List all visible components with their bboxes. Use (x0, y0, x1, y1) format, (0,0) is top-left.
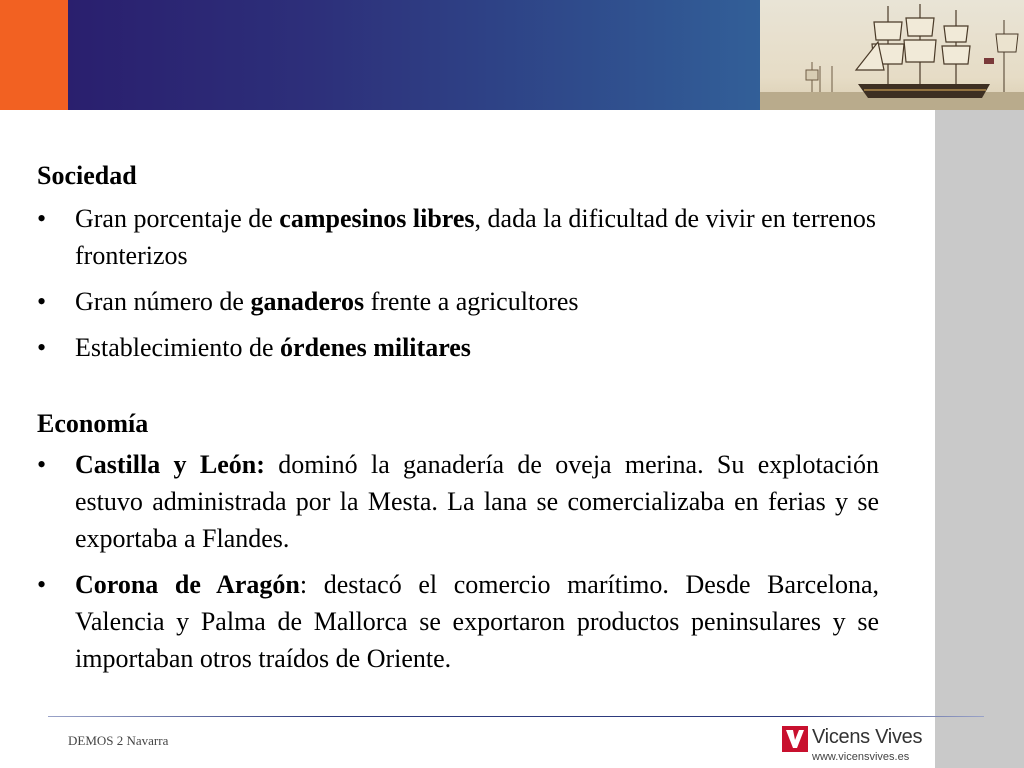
brand-url: www.vicensvives.es (812, 751, 910, 763)
header-gradient-band (68, 0, 760, 110)
bullet-icon: • (37, 287, 47, 316)
slide-content (37, 158, 879, 686)
list-item: • Gran porcentaje de campesinos libres, dada la dificultad de vivir en terrenos fronterizos (37, 200, 879, 274)
heading-sociedad: Sociedad (37, 161, 137, 190)
brand-name: Vicens Vives (812, 726, 923, 748)
bullet-icon: • (37, 570, 47, 599)
economia-list (37, 446, 879, 677)
footer-divider (48, 716, 984, 717)
vicens-vives-logo[interactable] (782, 726, 932, 766)
bullet-icon: • (37, 204, 47, 233)
footer-publication-label: DEMOS 2 Navarra (68, 733, 169, 748)
header-banner (0, 0, 1024, 110)
list-item: • Establecimiento de órdenes militares (37, 329, 879, 366)
list-item: • Castilla y León: dominó la ganadería de oveja merina. Su explotación estuvo administrada por la Mesta. La lana se comercializaba en ferias y se exportaba a Flandes. (37, 446, 879, 557)
bullet-icon: • (37, 450, 47, 479)
orange-accent-block (0, 0, 68, 110)
list-item: • Corona de Aragón: destacó el comercio marítimo. Desde Barcelona, Valencia y Palma de Mallorca se exportaron productos peninsulares y se importaban otros traídos de Oriente. (37, 566, 879, 677)
bullet-icon: • (37, 333, 47, 362)
sailing-ships-image (760, 0, 1024, 110)
sociedad-list (37, 200, 879, 366)
right-gray-sidebar (935, 110, 1024, 768)
heading-economia: Economía (37, 409, 149, 438)
list-item: • Gran número de ganaderos frente a agricultores (37, 283, 879, 320)
vicens-vives-logo-icon (782, 726, 808, 752)
